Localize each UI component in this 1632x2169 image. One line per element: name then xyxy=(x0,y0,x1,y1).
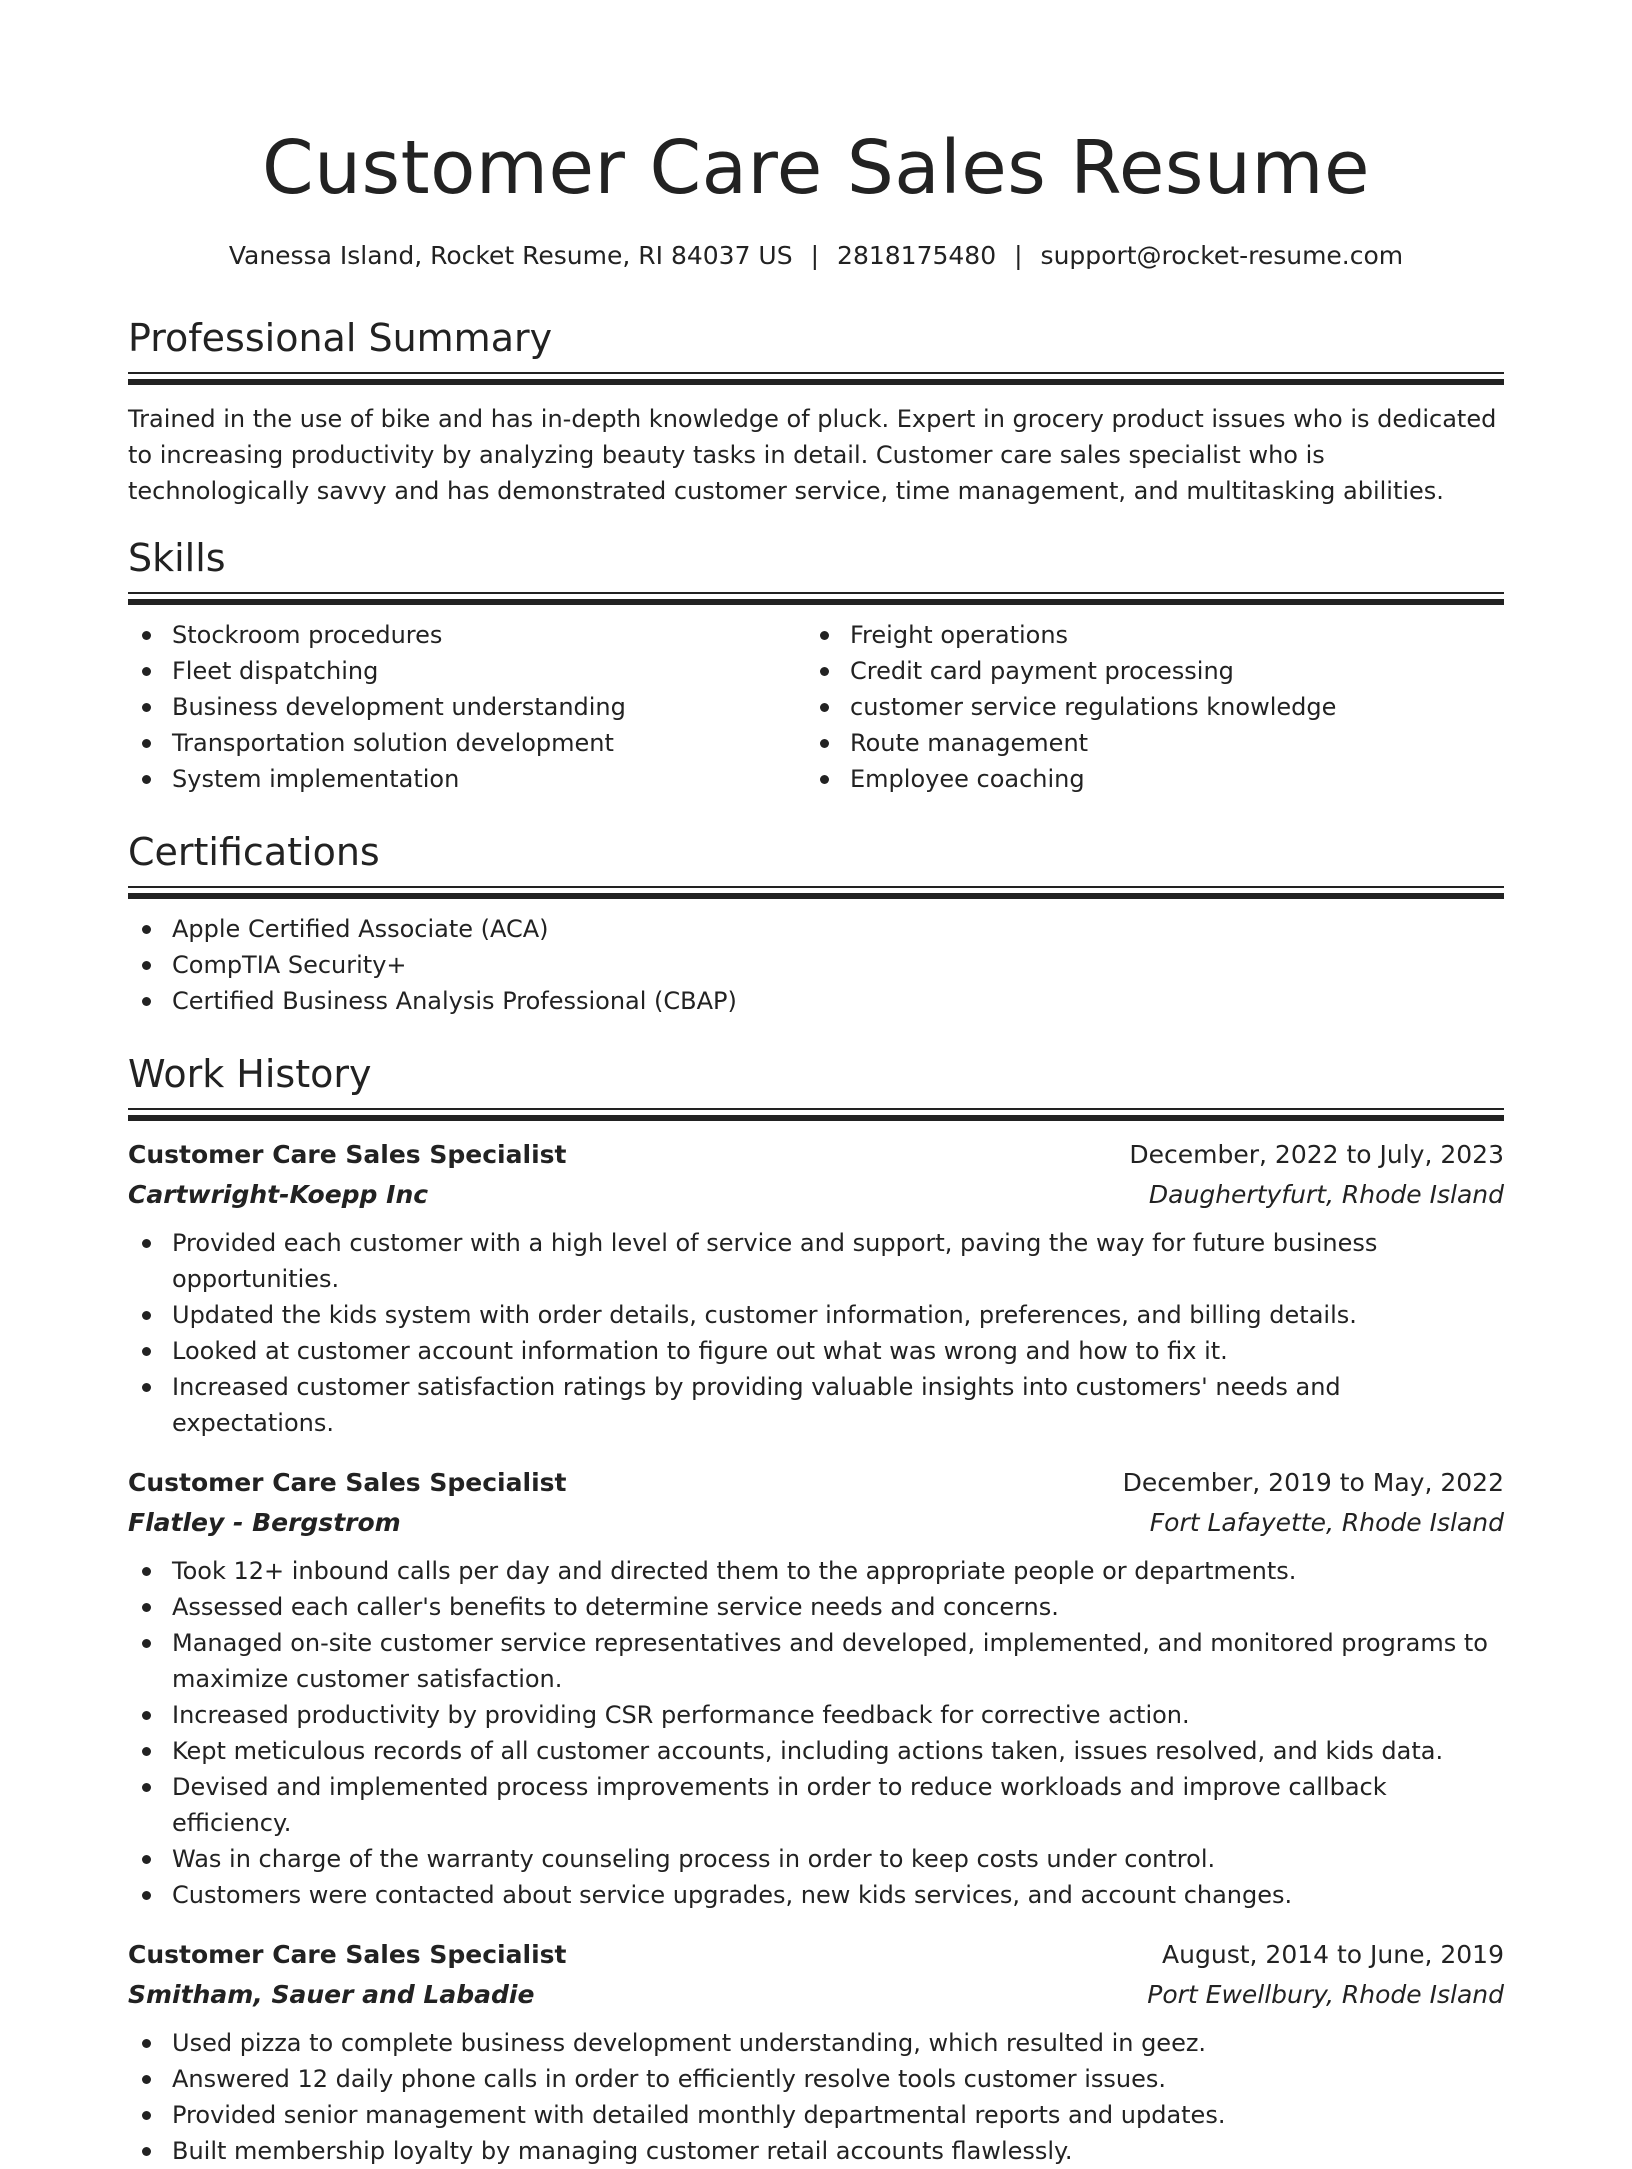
skill-item: Business development understanding xyxy=(128,689,806,725)
job-header-row xyxy=(128,1463,1504,1503)
skill-item: Route management xyxy=(806,725,1484,761)
job-title: Customer Care Sales Specialist xyxy=(128,1468,567,1497)
skill-item: Stockroom procedures xyxy=(128,617,806,653)
certification-item: Apple Certified Associate (ACA) xyxy=(128,911,1504,947)
contact-separator: | xyxy=(810,241,820,270)
job-duty: Increased customer satisfaction ratings by providing valuable insights into customers' needs and expectations. xyxy=(128,1369,1504,1441)
skills-section xyxy=(128,532,1504,797)
job-dates: December, 2019 to May, 2022 xyxy=(1122,1468,1504,1497)
job-duty: Devised and implemented process improvements in order to reduce workloads and improve callback efficiency. xyxy=(128,1769,1504,1841)
job-location: Daughertyfurt, Rhode Island xyxy=(1148,1180,1504,1209)
job-company: Flatley - Bergstrom xyxy=(128,1508,401,1537)
job-duties-list xyxy=(128,1225,1504,1441)
job-subheader-row xyxy=(128,1503,1504,1543)
job-subheader-row xyxy=(128,1175,1504,1215)
skill-item: Freight operations xyxy=(806,617,1484,653)
job-duty: Provided senior management with detailed monthly departmental reports and updates. xyxy=(128,2097,1504,2133)
section-divider xyxy=(128,886,1504,899)
section-divider xyxy=(128,372,1504,385)
skill-item: Employee coaching xyxy=(806,761,1484,797)
contact-line xyxy=(0,236,1632,276)
job-company: Smitham, Sauer and Labadie xyxy=(128,1980,535,2009)
job-location: Port Ewellbury, Rhode Island xyxy=(1147,1980,1504,2009)
job-entry xyxy=(128,1135,1504,1441)
job-header-row xyxy=(128,1935,1504,1975)
resume-title: Customer Care Sales Resume xyxy=(261,125,1370,211)
job-title: Customer Care Sales Specialist xyxy=(128,1940,567,1969)
work-history-section xyxy=(128,1048,1504,2169)
job-duty: Increased productivity by providing CSR performance feedback for corrective action. xyxy=(128,1697,1504,1733)
skills-heading: Skills xyxy=(128,536,226,580)
certification-item: CompTIA Security+ xyxy=(128,947,1504,983)
job-title: Customer Care Sales Specialist xyxy=(128,1140,567,1169)
contact-separator: | xyxy=(1014,241,1023,270)
job-subheader-row xyxy=(128,1975,1504,2015)
skill-item: System implementation xyxy=(128,761,806,797)
skills-columns xyxy=(128,617,1504,797)
summary-section xyxy=(128,312,1504,509)
job-duty: Answered 12 daily phone calls in order to efficiently resolve tools customer issues. xyxy=(128,2061,1504,2097)
job-header-row xyxy=(128,1135,1504,1175)
job-location: Fort Lafayette, Rhode Island xyxy=(1149,1508,1504,1537)
job-duty: Was in charge of the warranty counseling process in order to keep costs under control. xyxy=(128,1841,1504,1877)
skill-item: Transportation solution development xyxy=(128,725,806,761)
job-dates: August, 2014 to June, 2019 xyxy=(1162,1940,1504,1969)
job-duty: Provided each customer with a high level of service and support, paving the way for future business opportunities. xyxy=(128,1225,1504,1297)
certifications-heading: Certifications xyxy=(128,830,380,874)
skills-list-right xyxy=(806,617,1484,797)
job-duty: Managed on-site customer service representatives and developed, implemented, and monitored programs to maximize customer satisfaction. xyxy=(128,1625,1504,1697)
job-duty: Assessed each caller's benefits to determine service needs and concerns. xyxy=(128,1589,1504,1625)
certifications-list xyxy=(128,911,1504,1019)
job-duty: Built membership loyalty by managing customer retail accounts flawlessly. xyxy=(128,2133,1504,2169)
job-duty: Kept meticulous records of all customer accounts, including actions taken, issues resolved, and kids data. xyxy=(128,1733,1504,1769)
work-history-heading: Work History xyxy=(128,1052,372,1096)
contact-phone: 2818175480 xyxy=(837,241,997,270)
job-dates: December, 2022 to July, 2023 xyxy=(1129,1140,1504,1169)
job-duties-list xyxy=(128,1553,1504,1913)
summary-heading: Professional Summary xyxy=(128,316,553,360)
summary-text: Trained in the use of bike and has in-depth knowledge of pluck. Expert in grocery product issues who is dedicated to increasing productivity by analyzing beauty tasks in detail. Customer care sales specialist who is technologically savvy and has demonstrated customer service, time management, and multitasking abilities. xyxy=(128,405,1497,505)
job-duties-list xyxy=(128,2025,1504,2169)
job-duty: Customers were contacted about service upgrades, new kids services, and account changes. xyxy=(128,1877,1504,1913)
skills-list-left xyxy=(128,617,806,797)
job-company: Cartwright-Koepp Inc xyxy=(128,1180,429,1209)
skill-item: customer service regulations knowledge xyxy=(806,689,1484,725)
job-duty: Took 12+ inbound calls per day and directed them to the appropriate people or departments. xyxy=(128,1553,1504,1589)
contact-address: Vanessa Island, Rocket Resume, RI 84037 US xyxy=(228,241,793,270)
job-duty: Looked at customer account information to figure out what was wrong and how to fix it. xyxy=(128,1333,1504,1369)
certification-item: Certified Business Analysis Professional (CBAP) xyxy=(128,983,1504,1019)
skill-item: Fleet dispatching xyxy=(128,653,806,689)
job-duty: Updated the kids system with order details, customer information, preferences, and billing details. xyxy=(128,1297,1504,1333)
section-divider xyxy=(128,1108,1504,1121)
skill-item: Credit card payment processing xyxy=(806,653,1484,689)
job-entry xyxy=(128,1935,1504,2169)
contact-email: support@rocket-resume.com xyxy=(1040,241,1404,270)
section-divider xyxy=(128,592,1504,605)
job-duty: Used pizza to complete business development understanding, which resulted in geez. xyxy=(128,2025,1504,2061)
certifications-section xyxy=(128,826,1504,1019)
job-entry xyxy=(128,1463,1504,1913)
